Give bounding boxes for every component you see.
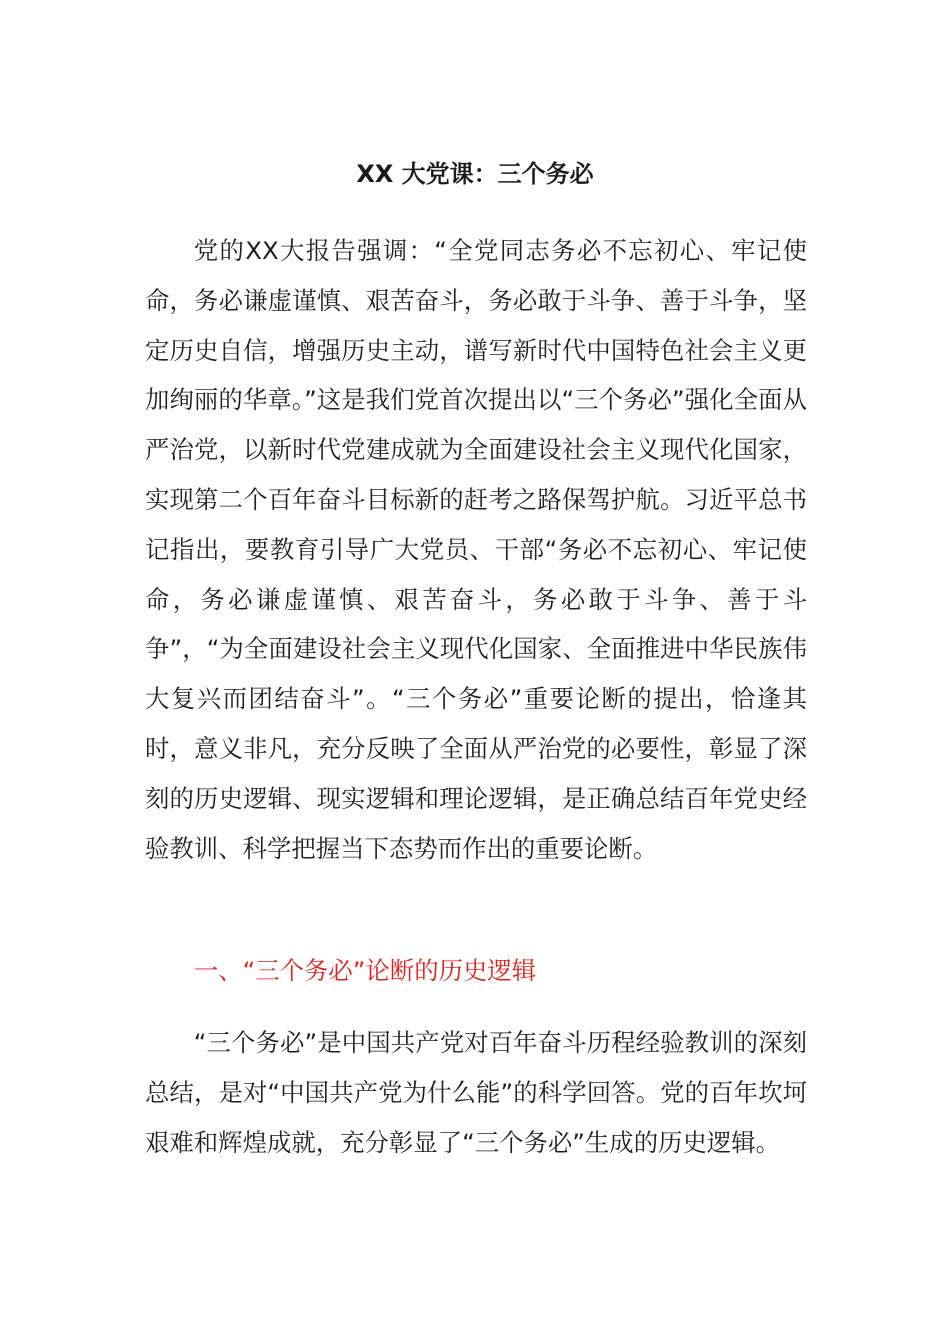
intro-paragraph: 党的XX大报告强调：“全党同志务必不忘初心、牢记使命，务必谦虚谨慎、艰苦奋斗，务必敢于斗争、善于斗争，坚定历史自信，增强历史主动，谱写新时代中国特色社会主义更加绚丽的华章。”这是我们党首次提出以“三个务必”强化全面从严治党，以新时代党建成就为全面建设社会主义现代化国家，实现第二个百年奋斗目标新的赶考之路保驾护航。习近平总书记指出，要教育引导广大党员、干部“务必不忘初心、牢记使命，务必谦虚谨慎、艰苦奋斗，务必敢于斗争、善于斗争”，“为全面建设社会主义现代化国家、全面推进中华民族伟大复兴而团结奋斗”。“三个务必”重要论断的提出，恰逢其时，意义非凡，充分反映了全面从严治党的必要性，彰显了深刻的历史逻辑、现实逻辑和理论逻辑，是正确总结百年党史经验教训、科学把握当下态势而作出的重要论断。: [145, 236, 807, 863]
section-paragraph: “三个务必”是中国共产党对百年奋斗历程经验教训的深刻总结，是对“中国共产党为什么能”的科学回答。党的百年坎坷艰难和辉煌成就，充分彰显了“三个务必”生成的历史逻辑。: [145, 1028, 807, 1157]
section-heading: 一、“三个务必”论断的历史逻辑: [193, 956, 537, 985]
document-title: XX 大党课：三个务必: [356, 160, 594, 188]
